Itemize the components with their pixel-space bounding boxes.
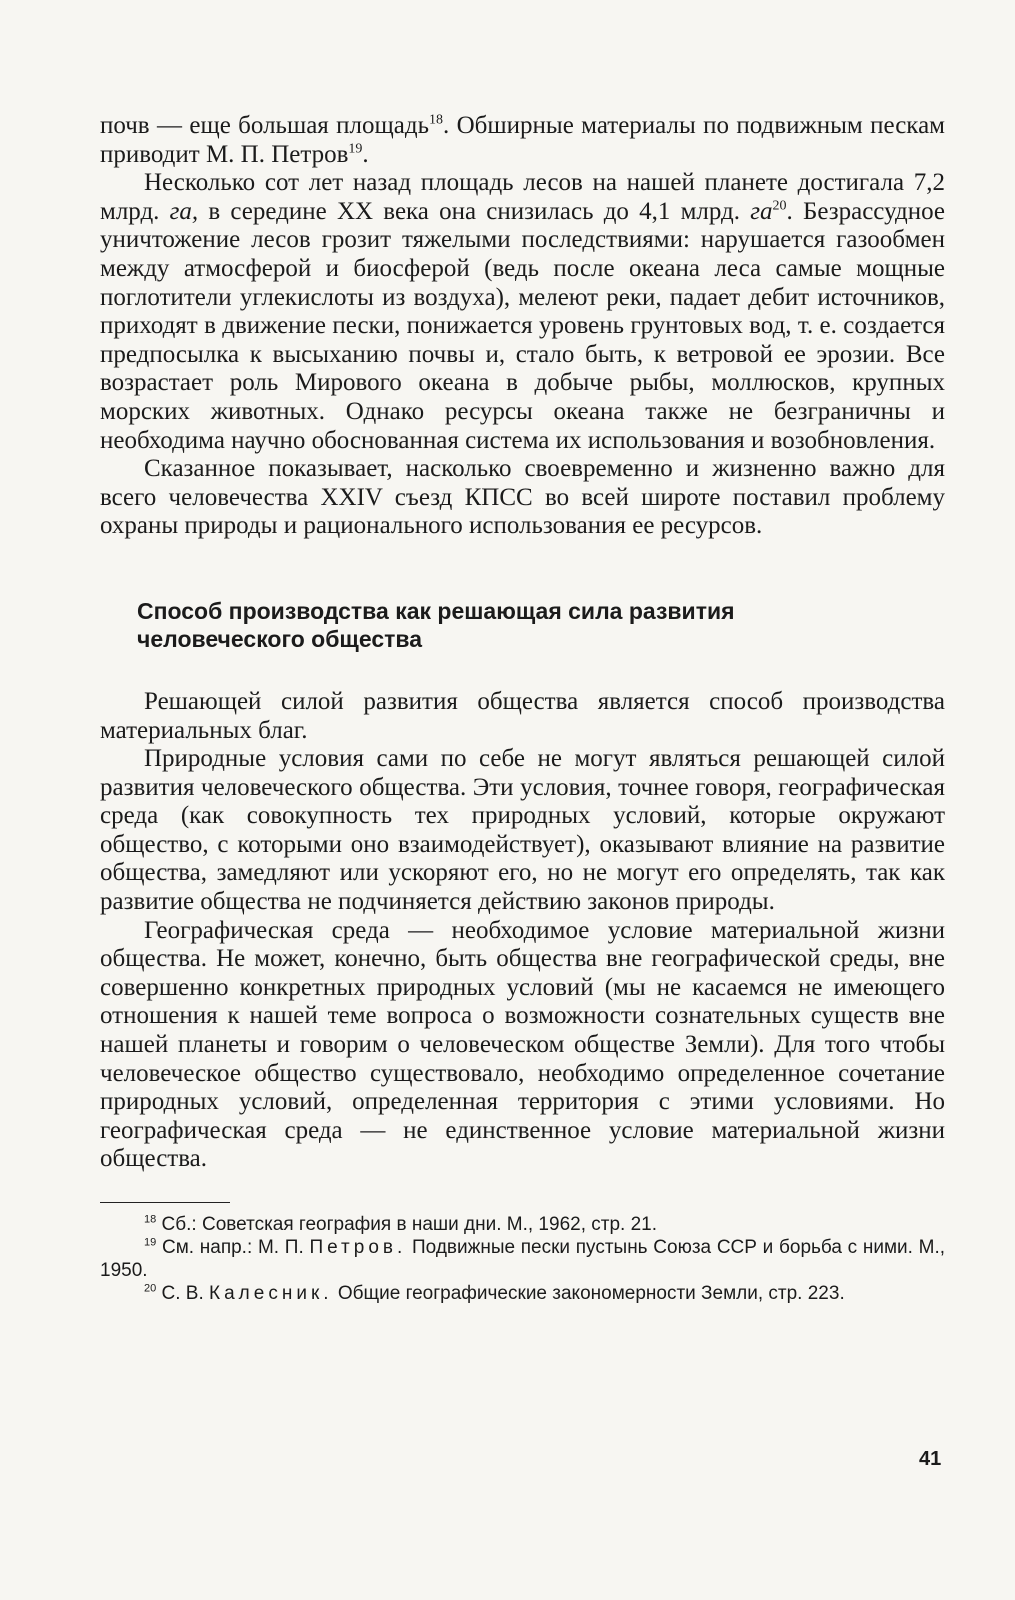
paragraph-6: Географическая среда — необходимое условие материальной жизни общества. Не может, конечно, быть общества вне географической среды, вне совершенно конкретных природных условий (мы не касаемся не имеющего отношения к нашей теме вопроса о возможности сознательных существ вне нашей планеты и говорим о человеческом обществе Земли). Для того чтобы человеческое общество существовало, необходимо определенное сочетание природных условий, определенная территория с этими условиями. Но географическая среда — не единственное условие материальной жизни общества. [100,916,945,1173]
footnote-20: $^{20}$ С. В. Калесник. Общие географические закономерности Земли, стр. 223. [144,1282,845,1304]
paragraph-1: почв — еще большая площадь$^{18}$. Обширные материалы по подвижным пескам приводит М. П. Петров$^{19}$. [100,112,945,168]
footnote-ref-18[interactable]: 18 [429,112,443,128]
paragraph-5: Природные условия сами по себе не могут являться решающей силой развития человеческого общества. Эти условия, точнее говоря, географическая среда (как совокупность тех природных условий, которые окружают общество, с которыми оно взаимодействует), оказывают влияние на развитие общества, замедляют или ускоряют его, но не могут его определять, так как развитие общества не подчиняется действию законов природы. [100,745,945,916]
section-heading: Способ производства как решающая сила развития человеческого общества [137,597,735,652]
page-body [100,112,945,1305]
footnote-ref-20[interactable]: 20 [772,198,787,214]
paragraph-3: Сказанное показывает, насколько своевременно и жизненно важно для всего человечества XXIV съезд КПСС во всей широте поставил проблему охраны природы и рационального использования ее ресурсов. [100,455,945,540]
page-number: 41 [919,1448,942,1470]
footnote-ref-19[interactable]: 19 [348,141,363,157]
paragraph-2: Несколько сот лет назад площадь лесов на нашей планете достигала 7,2 млрд. га, в середине XX века она снизилась до 4,1 млрд. $га^{20}$. Безрассудное уничтожение лесов грозит тяжелыми последствиями: нарушается газообмен между атмосферой и биосферой (ведь после океана леса самые мощные поглотители углекислоты из воздуха), мелеют реки, падает дебит источников, приходят в движение пески, понижается уровень грунтовых вод, т. е. создается предпосылка к высыханию почвы и, стало быть, к ветровой ее эрозии. Все возрастает роль Мирового океана в добыче рыбы, моллюсков, крупных морских животных. Однако ресурсы океана также не безграничны и необходима научно обоснованная система их использования и возобновления. [100,169,945,454]
footnote-19: $^{19}$ См. напр.: М. П. Петров. Подвижные пески пустынь Союза ССР и борьба с ними. М., 1950. [100,1236,946,1281]
paragraph-4: Решающей силой развития общества является способ производства материальных благ. [100,687,945,744]
footnote-18: $^{18}$ Сб.: Советская география в наши дни. М., 1962, стр. 21. [144,1213,657,1235]
footnote-divider [100,1202,230,1203]
